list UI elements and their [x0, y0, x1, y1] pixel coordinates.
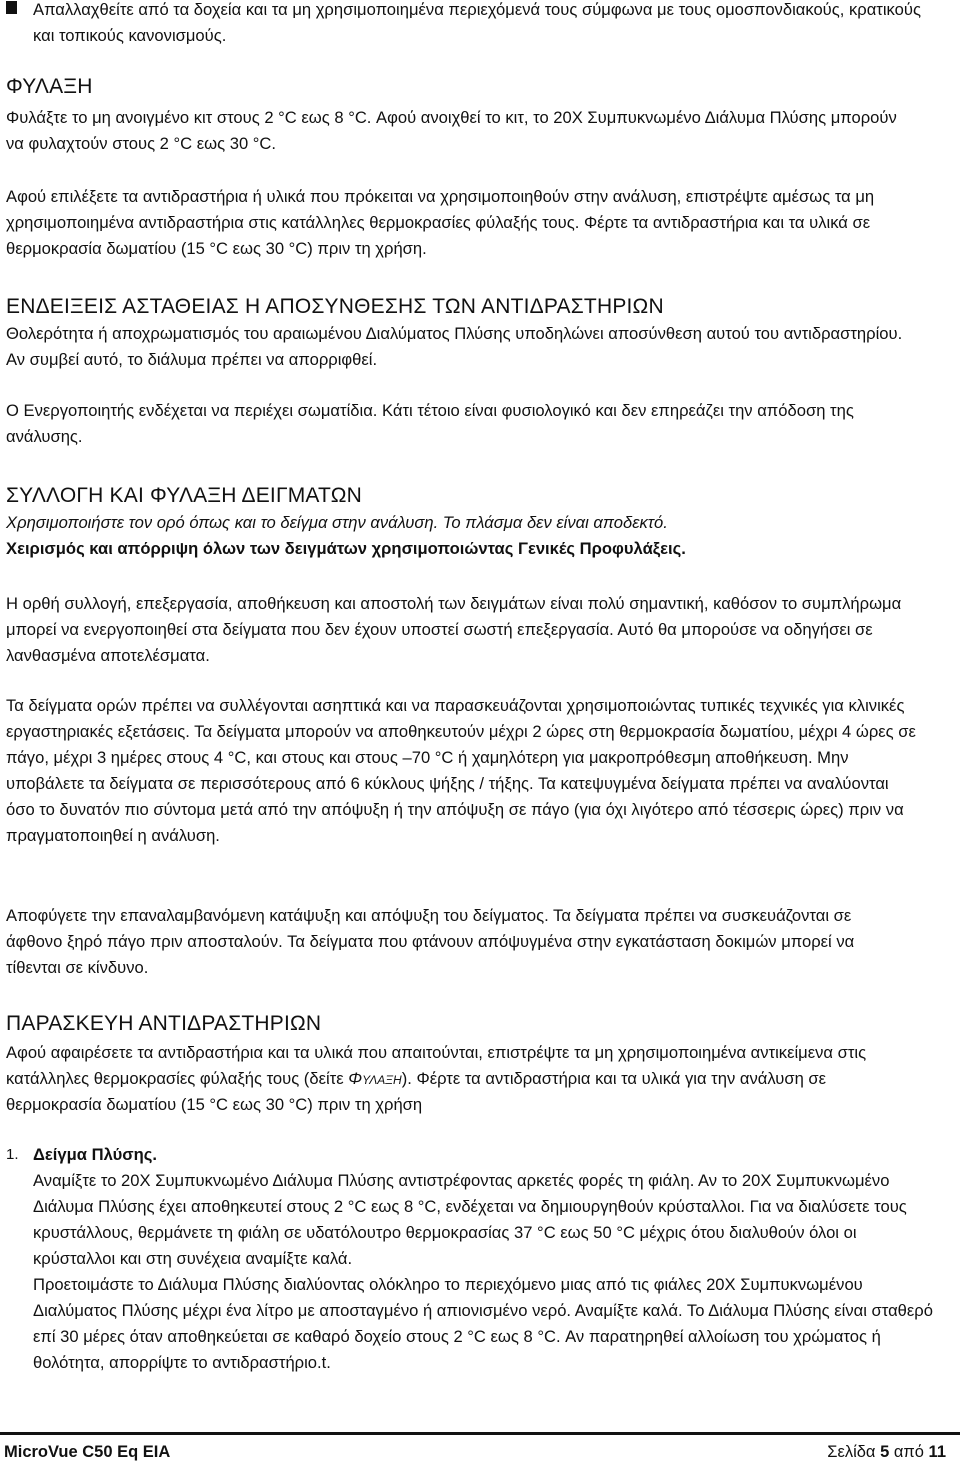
- square-bullet-icon: [6, 1, 17, 14]
- specimen-paragraph-2: Τα δείγματα ορών πρέπει να συλλέγονται ασηπτικά και να παρασκευάζονται χρησιμοποιώντας τυπικές τεχνικές για κλινικές εργαστηριακές εξετάσεις. Τα δείγματα μπορούν να αποθηκευτούν μέχρι 2 ώρες στη θερμοκρασία δωματίου, μέχρι 4 ώρες σε πάγο, μέχρι 3 ημέρες στους 4 °C, και στους και στους –70 °C ή χαμηλότερη για μακροπρόθεσμη αποθήκευση. Μην υποβάλετε τα δείγματα σε περισσότερους από 6 κύκλους ψήξης / τήξης. Τα κατεψυγμένα δείγματα πρέπει να αναλύονται όσο το δυνατόν πιο σύντομα μετά από την απόψυξη ή την απόψυξη σε πάγο (για όχι λιγότερο από τέσσερις ώρες) πριν να πραγματοποιηθεί η ανάλυση.: [6, 696, 916, 845]
- reagent-prep-heading: ΠΑΡΑΣΚΕΥΗ ΑΝΤΙΔΡΑΣΤΗΡΙΩΝ: [6, 1012, 322, 1035]
- storage-paragraph-1: Φυλάξτε το μη ανοιγμένο κιτ στους 2 °C εως 8 °C. Αφού ανοιχθεί το κιτ, το 20X Συμπυκνωμένο Διάλυμα Πλύσης μπορούν να φυλαχτούν στους 2 °C εως 30 °C.: [6, 108, 897, 153]
- page-total: 11: [928, 1443, 946, 1461]
- instability-paragraph-2: Ο Ενεργοποιητής ενδέχεται να περιέχει σωματίδια. Κάτι τέτοιο είναι φυσιολογικό και δεν επηρεάζει την απόδοση της ανάλυσης.: [6, 401, 854, 446]
- page-word: Σελίδα: [827, 1443, 876, 1461]
- reagent-prep-paragraph: [6, 1040, 922, 1118]
- disposal-text: Απαλλαχθείτε από τα δοχεία και τα μη χρησιμοποιημένα περιεχόμενά τους σύμφωνα με τους ομοσπονδιακούς, κρατικούς και τοπικούς κανονισμούς.: [33, 0, 921, 45]
- instability-heading: ΕΝΔΕΙΞΕΙΣ ΑΣΤΑΘΕΙΑΣ Η ΑΠΟΣΥΝΘΕΣΗΣ ΤΩΝ ΑΝΤΙΔΡΑΣΤΗΡΙΩΝ: [6, 295, 664, 318]
- storage-heading: ΦΥΛΑΞΗ: [6, 75, 93, 98]
- reagent-prep-text-2: ). Φέρτε τα αντιδραστήρια και τα υλικά για την ανάλυση σε θερμοκρασία δωματίου (15 °C εως 30 °C) πριν τη χρήση: [6, 1069, 827, 1114]
- instability-paragraph-1: Θολερότητα ή αποχρωματισμός του αραιωμένου Διαλύματος Πλύσης υποδηλώνει αποσύνθεση αυτού του αντιδραστηρίου. Αν συμβεί αυτό, το διάλυμα πρέπει να απορριφθεί.: [6, 324, 903, 369]
- list-item-title: Δείγμα Πλύσης.: [33, 1145, 157, 1164]
- reagent-prep-text-1: Αφού αφαιρέσετε τα αντιδραστήρια και τα υλικά που απαιτούνται, επιστρέψτε τα μη χρησιμοποιημένα αντικείμενα στις κατάλληλες θερμοκρασίες φύλαξής τους (δείτε: [6, 1043, 867, 1088]
- of-word: από: [893, 1443, 924, 1461]
- storage-paragraph-2: Αφού επιλέξετε τα αντιδραστήρια ή υλικά που πρόκειται να χρησιμοποιηθούν στην ανάλυση, επιστρέψτε αμέσως τα μη χρησιμοποιημένα αντιδραστήρια στις κατάλληλες θερμοκρασίες φύλαξής τους. Φέρτε τα αντιδραστήρια και τα υλικά σε θερμοκρασία δωματίου (15 °C εως 30 °C) πριν τη χρήση.: [6, 187, 875, 258]
- storage-reference: Φυλαξη: [348, 1069, 402, 1088]
- specimen-bold-note: Χειρισμός και απόρριψη όλων των δειγμάτων χρησιμοποιώντας Γενικές Προφυλάξεις.: [6, 539, 686, 558]
- specimen-paragraph-3: Αποφύγετε την επαναλαμβανόμενη κατάψυξη και απόψυξη του δείγματος. Τα δείγματα πρέπει να συσκευάζονται σε άφθονο ξηρό πάγο πριν αποσταλούν. Τα δείγματα που φτάνουν απόψυγμένα στην εγκατάσταση δοκιμών μπορεί να τίθενται σε κίνδυνο.: [6, 906, 855, 977]
- specimen-paragraph-1: Η ορθή συλλογή, επεξεργασία, αποθήκευση και αποστολή των δειγμάτων είναι πολύ σημαντική, καθόσον το συμπλήρωμα μπορεί να ενεργοποιηθεί στα δείγματα που δεν έχουν υποστεί σωστή επεξεργασία. Αυτό θα μπορούσε να οδηγήσει σε λανθασμένα αποτελέσματα.: [6, 594, 902, 665]
- wash-paragraph-1: Αναμίξτε το 20X Συμπυκνωμένο Διάλυμα Πλύσης αντιστρέφοντας αρκετές φορές τη φιάλη. Αν το 20X Συμπυκνωμένο Διάλυμα Πλύσης έχει αποθηκευτεί στους 2 °C εως 8 °C, ενδέχεται να δημιουργηθούν κρύσταλλοι. Για να διαλύσετε τους κρυστάλλους, θερμάνετε τη φιάλη σε υδατόλουτρο θερμοκρασίας 37 °C εως 50 °C μέχρις ότου διαλυθούν όλοι οι κρύσταλλοι και στη συνέχεια αναμίξτε καλά.: [33, 1171, 907, 1268]
- disposal-bullet: [6, 0, 923, 49]
- list-item-wash-solution: [6, 1142, 933, 1376]
- list-number: 1.: [6, 1146, 19, 1163]
- footer-divider: [0, 1432, 960, 1435]
- page-number: 5: [880, 1443, 890, 1461]
- product-name: MicroVue C50 Eq EIA: [4, 1443, 171, 1461]
- wash-paragraph-2: Προετοιμάστε το Διάλυμα Πλύσης διαλύοντας ολόκληρο το περιεχόμενο μιας από τις φιάλες 20X Συμπυκνωμένου Διαλύματος Πλύσης μέχρι ένα λίτρο με αποσταγμένο ή απιονισμένο νερό. Αναμίξτε καλά. Το Διάλυμα Πλύσης είναι σταθερό επί 30 μέρες όταν αποθηκεύεται σε καθαρό δοχείο στους 2 °C εως 8 °C. Αν παρατηρηθεί αλλοίωση του χρώματος ή θολότητα, απορρίψτε το αντιδραστήριο.t.: [33, 1275, 933, 1372]
- page-footer: [4, 1441, 946, 1463]
- specimen-heading: ΣΥΛΛΟΓΗ ΚΑΙ ΦΥΛΑΞΗ ΔΕΙΓΜΑΤΩΝ: [6, 484, 362, 507]
- specimen-italic-note: Χρησιμοποιήστε τον ορό όπως και το δείγμα στην ανάλυση. Το πλάσμα δεν είναι αποδεκτό.: [6, 513, 668, 532]
- page-indicator: [827, 1441, 946, 1463]
